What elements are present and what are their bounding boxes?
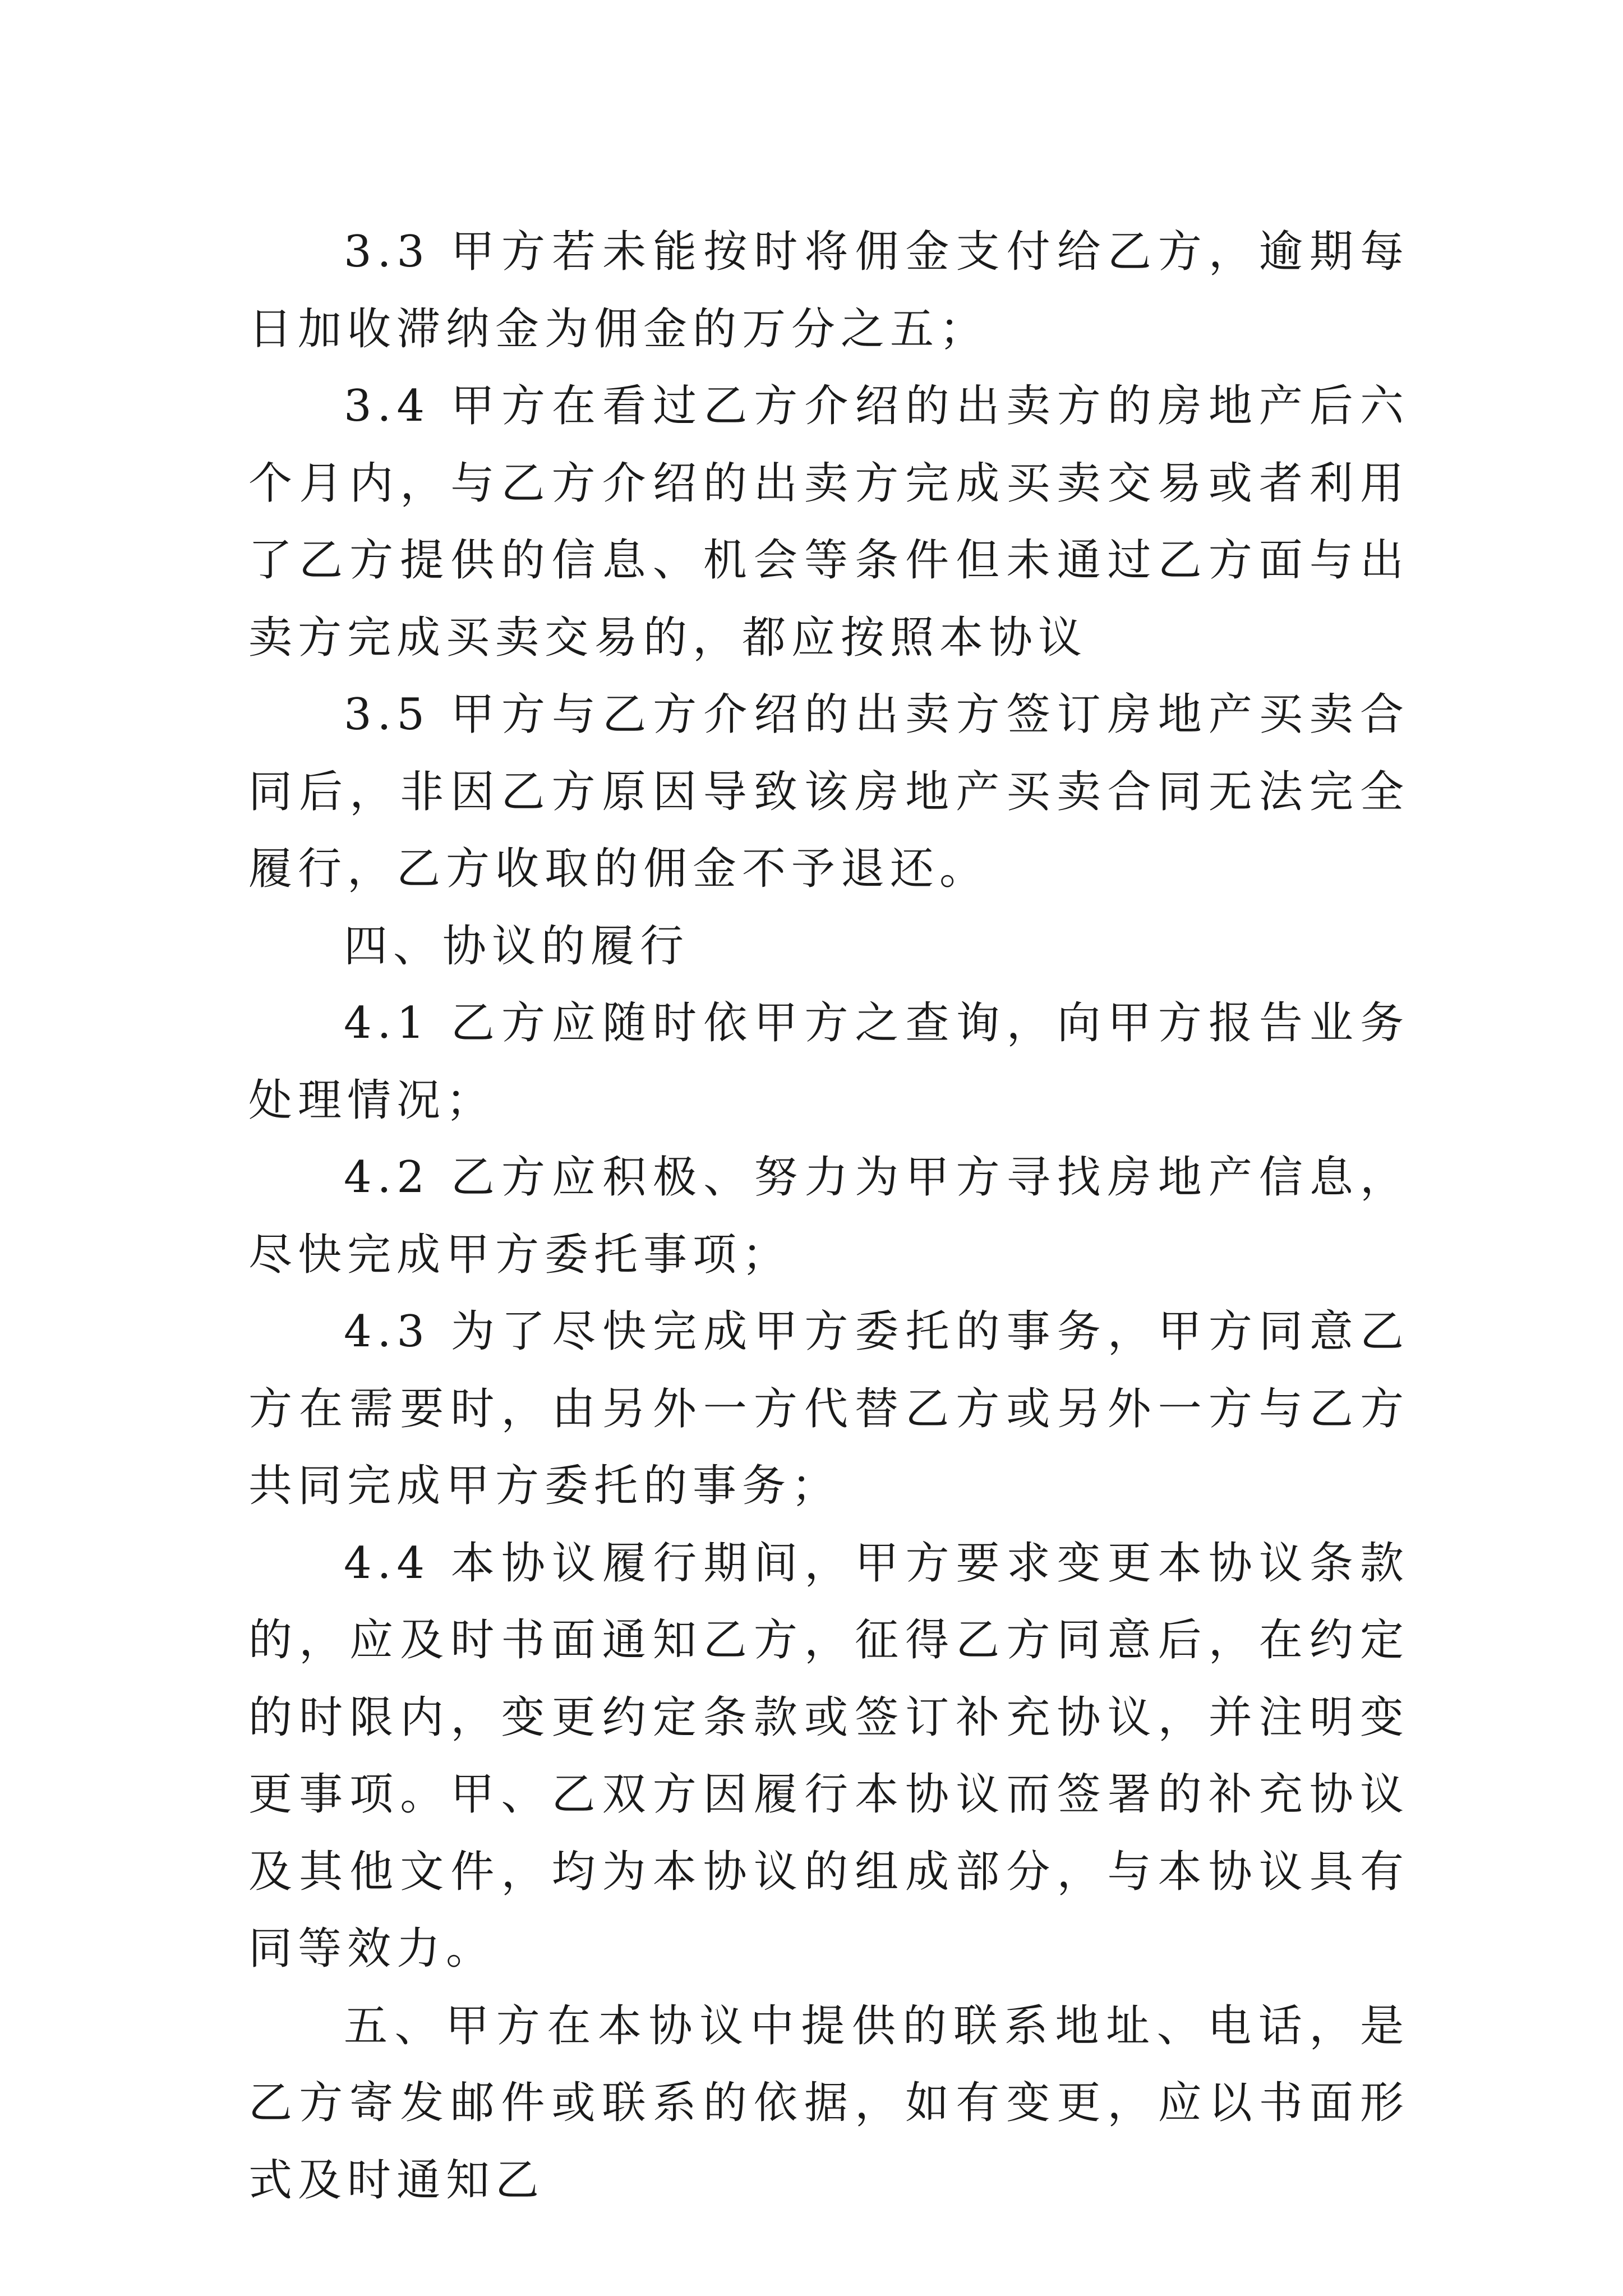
section-5: 五、甲方在本协议中提供的联系地址、电话，是乙方寄发邮件或联系的依据，如有变更，应以书面形式及时通知乙 bbox=[248, 2000, 1409, 2206]
clause-4-4: 4.4 本协议履行期间，甲方要求变更本协议条款的，应及时书面通知乙方，征得乙方同意后，在约定的时限内，变更约定条款或签订补充协议，并注明变更事项。甲、乙双方因履行本协议而签署的补充协议及其他文件，均为本协议的组成部分，与本协议具有同等效力。 bbox=[248, 1538, 1409, 1974]
clause-3-4: 3.4 甲方在看过乙方介绍的出卖方的房地产后六个月内，与乙方介绍的出卖方完成买卖交易或者利用了乙方提供的信息、机会等条件但未通过乙方面与出卖方完成买卖交易的，都应按照本协议 bbox=[248, 381, 1409, 663]
section-heading-4: 四、协议的履行 bbox=[344, 921, 690, 972]
clause-3-5: 3.5 甲方与乙方介绍的出卖方签订房地产买卖合同后，非因乙方原因导致该房地产买卖合同无法完全履行，乙方收取的佣金不予退还。 bbox=[248, 689, 1409, 894]
clause-4-1: 4.1 乙方应随时依甲方之查询，向甲方报告业务处理情况； bbox=[248, 998, 1409, 1126]
document-body bbox=[248, 214, 1409, 2219]
clause-4-3: 4.3 为了尽快完成甲方委托的事务，甲方同意乙方在需要时，由另外一方代替乙方或另外一方与乙方共同完成甲方委托的事务； bbox=[248, 1306, 1409, 1511]
clause-4-2: 4.2 乙方应积极、努力为甲方寻找房地产信息，尽快完成甲方委托事项； bbox=[248, 1152, 1409, 1280]
clause-3-3: 3.3 甲方若未能按时将佣金支付给乙方，逾期每日加收滞纳金为佣金的万分之五； bbox=[248, 227, 1409, 355]
